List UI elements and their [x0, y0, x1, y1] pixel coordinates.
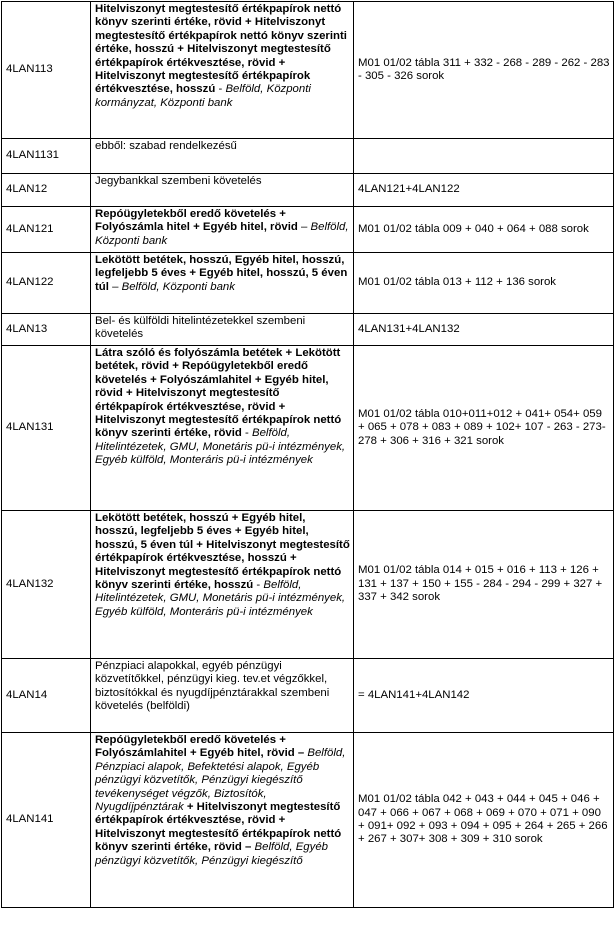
- description-text: Belföld, Központi bank: [95, 221, 349, 247]
- description-cell: [91, 733, 354, 908]
- source-cell: M01 01/02 tábla 311 + 332 - 268 - 289 - 262 - 283 - 305 - 326 sorok: [354, 2, 614, 139]
- description-text: -: [215, 83, 226, 96]
- description-text: Látra szóló és folyószámla betétek + Lekötött betétek, rövid + Repóügyletekből eredő követelés + Folyószámlahitel + Egyéb hitel, rövid + Hitelviszonyt megtestesítő értékpapírok értékvesztése, rövid + Hitelviszonyt megtestesítő értékpapírok nettó könyv szerinti értéke, rövid: [95, 347, 342, 440]
- description-text: Belföld, Egyéb pénzügyi közvetítők, Pénzügyi kiegészítő: [95, 841, 329, 867]
- description-text: Belföld, Központi kormányzat, Központi bank: [95, 83, 311, 109]
- source-cell: M01 01/02 tábla 010+011+012 + 041+ 054+ 059 + 065 + 078 + 083 + 089 + 102+ 107 - 263 - 273- 278 + 306 + 316 + 321 sorok: [354, 346, 614, 511]
- description-cell: [91, 174, 354, 207]
- description-text: Pénzpiaci alapokkal, egyéb pénzügyi közvetítőkkel, pénzügyi kieg. tev.et végzőkkel, biztosítókkal és nyugdíjpénztárakkal szembeni követelés (belföldi): [95, 660, 330, 713]
- source-cell: 4LAN121+4LAN122: [354, 174, 614, 207]
- source-cell: 4LAN131+4LAN132: [354, 314, 614, 346]
- indicator-table: [1, 1, 614, 908]
- description-cell: [91, 207, 354, 253]
- source-cell: [354, 139, 614, 174]
- code-cell: 4LAN121: [2, 207, 91, 253]
- source-cell: M01 01/02 tábla 014 + 015 + 016 + 113 + 126 + 131 + 137 + 150 + 155 - 284 - 294 - 299 + 327 + 337 + 342 sorok: [354, 511, 614, 659]
- description-cell: [91, 139, 354, 174]
- code-cell: 4LAN13: [2, 314, 91, 346]
- description-cell: [91, 659, 354, 733]
- description-text: –: [297, 221, 311, 234]
- table-row: [2, 346, 614, 511]
- description-text: Bel- és külföldi hitelintézetekkel szembeni követelés: [95, 315, 306, 341]
- source-cell: M01 01/02 tábla 042 + 043 + 044 + 045 + 046 + 047 + 066 + 067 + 068 + 069 + 070 + 071 + 090 + 091+ 092 + 093 + 094 + 095 + 264 + 265 + 266 + 267 + 307+ 308 + 309 + 310 sorok: [354, 733, 614, 908]
- description-text: -: [253, 579, 264, 592]
- table-row: [2, 253, 614, 314]
- code-cell: 4LAN12: [2, 174, 91, 207]
- table-row: [2, 174, 614, 207]
- description-text: Belföld, Pénzpiaci alapok, Befektetési alapok, Egyéb pénzügyi közvetítők, Pénzügyi kiegészítő tevékenységet végzők, Biztosítók, Nyugdíjpénztárak: [95, 747, 346, 814]
- description-text: Repóügyletekből eredő követelés + Folyószámla hitel + Egyéb hitel, rövid: [95, 208, 298, 234]
- table-body: [2, 2, 614, 908]
- source-cell: M01 01/02 tábla 009 + 040 + 064 + 088 sorok: [354, 207, 614, 253]
- description-text: -: [241, 427, 252, 440]
- description-text: Repóügyletekből eredő követelés + Folyószámlahitel + Egyéb hitel, rövid –: [95, 734, 308, 760]
- source-cell: M01 01/02 tábla 013 + 112 + 136 sorok: [354, 253, 614, 314]
- description-cell: [91, 2, 354, 139]
- description-cell: [91, 314, 354, 346]
- description-text: Hitelviszonyt megtestesítő értékpapírok nettó könyv szerinti értéke, rövid + Hitelviszonyt megtestesítő értékpapírok nettó könyv szerinti értéke, hosszú + Hitelviszonyt megtestesítő értékpapírok értékvesztése, rövid + Hitelviszonyt megtestesítő értékpapírok értékvesztése, hosszú: [95, 3, 347, 96]
- description-text: Belföld, Központi bank: [121, 280, 235, 293]
- source-cell: = 4LAN141+4LAN142: [354, 659, 614, 733]
- code-cell: 4LAN1131: [2, 139, 91, 174]
- code-cell: 4LAN14: [2, 659, 91, 733]
- code-cell: 4LAN141: [2, 733, 91, 908]
- code-cell: 4LAN122: [2, 253, 91, 314]
- code-cell: 4LAN132: [2, 511, 91, 659]
- table-row: [2, 2, 614, 139]
- table-row: [2, 659, 614, 733]
- description-text: Belföld, Hitelintézetek, GMU, Monetáris pü-i intézmények, Egyéb külföld, Monteráris pü-i intézmények: [95, 579, 346, 618]
- table-row: [2, 207, 614, 253]
- description-cell: [91, 511, 354, 659]
- code-cell: 4LAN131: [2, 346, 91, 511]
- table-row: [2, 511, 614, 659]
- description-text: + Hitelviszonyt megtestesítő értékpapírok értékvesztése, rövid + Hitelviszonyt megtestesítő értékpapírok nettó könyv szerinti értéke, rövid –: [95, 801, 342, 854]
- description-cell: [91, 346, 354, 511]
- description-text: Belföld, Hitelintézetek, GMU, Monetáris pü-i intézmények, Egyéb külföld, Monteráris pü-i intézmények: [95, 427, 346, 467]
- code-cell: 4LAN113: [2, 2, 91, 139]
- table-row: [2, 314, 614, 346]
- description-text: ebből: szabad rendelkezésű: [95, 140, 237, 152]
- table-row: [2, 733, 614, 908]
- description-text: Jegybankkal szembeni követelés: [95, 175, 262, 187]
- description-text: Lekötött betétek, hosszú, Egyéb hitel, hosszú, legfeljebb 5 éves + Egyéb hitel, hosszú, 5 éven túl: [95, 254, 348, 293]
- description-cell: [91, 253, 354, 314]
- description-text: Lekötött betétek, hosszú + Egyéb hitel, hosszú, legfeljebb 5 éves + Egyéb hitel, hosszú, 5 éven túl + Hitelviszonyt megtestesítő értékpapírok értékvesztése, hosszú + Hitelviszonyt megtestesítő értékpapírok nettó könyv szerinti értéke, hosszú: [95, 512, 350, 592]
- description-text: –: [108, 280, 122, 293]
- table-row: [2, 139, 614, 174]
